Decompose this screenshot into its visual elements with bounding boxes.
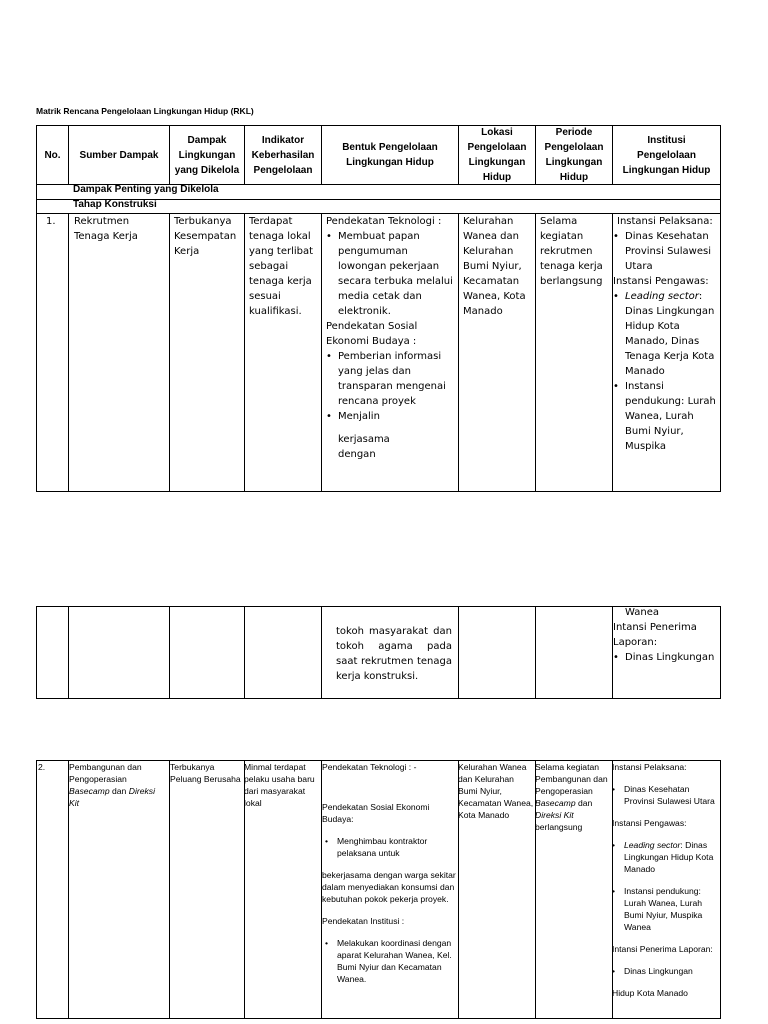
row1-institusi-continued xyxy=(613,605,720,665)
row1-periode: Selama kegiatan rekrutmen tenaga kerja berlangsung xyxy=(540,216,603,287)
list-item: • Dinas Lingkungan xyxy=(612,966,693,976)
row2-dampak: Terbukanya Peluang Berusaha xyxy=(170,762,241,784)
row2-institusi xyxy=(611,761,720,1017)
row1-bentuk-pengelolaan xyxy=(322,214,454,491)
row2-bentuk-heading-institusi: Pendekatan Institusi : xyxy=(322,916,405,926)
list-item: • Membuat papan pengumuman lowongan pekerjaan secara terbuka melalui media cetak dan elektronik. xyxy=(326,231,453,317)
row2-no: 2. xyxy=(38,762,46,772)
row1-bentuk-continued-page2: tokoh masyarakat dan tokoh agama pada saat rekrutmen tenaga kerja konstruksi. xyxy=(336,626,452,682)
header-indikator: Indikator Keberhasilan Pengelolaan xyxy=(251,134,315,176)
row2-bentuk-heading-teknologi: Pendekatan Teknologi : - xyxy=(322,762,417,772)
row2-institusi-continued: Hidup Kota Manado xyxy=(612,988,688,998)
list-item: • Dinas Kesehatan Provinsi Sulawesi Utara xyxy=(613,231,711,272)
row1-institusi-wanea: Wanea xyxy=(625,607,659,618)
list-item: • Menghimbau kontraktor pelaksana untuk xyxy=(325,836,428,858)
row2-bentuk-heading-sosial: Pendekatan Sosial Ekonomi Budaya: xyxy=(322,802,430,824)
list-item: • Dinas Lingkungan xyxy=(613,652,715,663)
header-lokasi: Lokasi Pengelolaan Lingkungan Hidup xyxy=(467,127,527,183)
row2-sumber-dampak: Pembangunan dan Pengoperasian Basecamp dan Direksi Kit xyxy=(69,762,155,808)
header-institusi: Institusi Pengelolaan Lingkungan Hidup xyxy=(622,134,711,176)
row1-institusi-pelaksana: Instansi Pelaksana: xyxy=(617,216,713,227)
list-item: • Dinas Kesehatan Provinsi Sulawesi Utara xyxy=(612,784,715,806)
section-dampak-penting: Dampak Penting yang Dikelola xyxy=(73,184,219,195)
list-item: • Instansi pendukung: Lurah Wanea, Lurah Bumi Nyiur, Muspika xyxy=(613,381,716,452)
list-item: • Menjalin xyxy=(326,411,380,422)
row2-bentuk-pengelolaan xyxy=(321,761,456,1017)
list-item: • Leading sector: Dinas Lingkungan Hidup Kota Manado, Dinas Tenaga Kerja Kota Manado xyxy=(613,291,715,377)
row1-dampak: Terbukanya Kesempatan Kerja xyxy=(174,216,237,257)
row1-institusi-pengawas: Instansi Pengawas: xyxy=(613,276,709,287)
row1-institusi xyxy=(613,214,720,491)
header-no: No. xyxy=(44,149,61,161)
row2-indikator: Minmal terdapat pelaku usaha baru dari masyarakat lokal xyxy=(244,762,315,808)
row1-bentuk-heading-sosial: Pendekatan Sosial Ekonomi Budaya : xyxy=(326,321,418,347)
list-item: • Pemberian informasi yang jelas dan transparan mengenai rencana proyek xyxy=(326,351,446,407)
row2-institusi-pengawas: Instansi Pengawas: xyxy=(612,818,687,828)
row1-bentuk-continued: kerjasama dengan xyxy=(338,434,390,460)
header-bentuk-pengelolaan: Bentuk Pengelolaan Lingkungan Hidup xyxy=(342,142,438,168)
row1-lokasi: Kelurahan Wanea dan Kelurahan Bumi Nyiur, Kecamatan Wanea, Kota Manado xyxy=(463,216,526,317)
header-periode: Periode Pengelolaan Lingkungan Hidup xyxy=(544,127,604,183)
row1-bentuk-heading-teknologi: Pendekatan Teknologi : xyxy=(326,216,442,227)
header-dampak-lingkungan: Dampak Lingkungan yang Dikelola xyxy=(174,134,240,176)
row1-indikator: Terdapat tenaga lokal yang terlibat sebagai tenaga kerja sesuai kualifikasi. xyxy=(249,216,314,317)
list-item: • Leading sector: Dinas Lingkungan Hidup Kota Manado xyxy=(612,840,714,874)
row2-institusi-pelaksana: Instansi Pelaksana: xyxy=(612,762,687,772)
document-title: Matrik Rencana Pengelolaan Lingkungan Hidup (RKL) xyxy=(36,106,254,116)
header-sumber-dampak: Sumber Dampak xyxy=(79,149,159,161)
list-item: • Melakukan koordinasi dengan aparat Kelurahan Wanea, Kel. Bumi Nyiur dan Kecamatan Wanea. xyxy=(325,938,452,984)
row1-no: 1. xyxy=(46,216,56,227)
row2-institusi-penerima-laporan: Intansi Penerima Laporan: xyxy=(612,944,713,954)
list-item: • Instansi pendukung: Lurah Wanea, Lurah Bumi Nyiur, Muspika Wanea xyxy=(612,886,703,932)
section-tahap-konstruksi: Tahap Konstruksi xyxy=(73,199,157,210)
row2-periode: Selama kegiatan Pembangunan dan Pengoperasian Basecamp dan Direksi Kit berlangsung xyxy=(535,762,608,832)
row2-lokasi: Kelurahan Wanea dan Kelurahan Bumi Nyiur, Kecamatan Wanea, Kota Manado xyxy=(458,762,534,820)
row2-bentuk-continued: bekerjasama dengan warga sekitar dalam menyediakan konsumsi dan kebutuhan pokok pekerja proyek. xyxy=(322,870,456,904)
row1-institusi-penerima-laporan: Intansi Penerima Laporan: xyxy=(613,622,697,648)
row1-sumber-dampak: Rekrutmen Tenaga Kerja xyxy=(74,216,138,242)
